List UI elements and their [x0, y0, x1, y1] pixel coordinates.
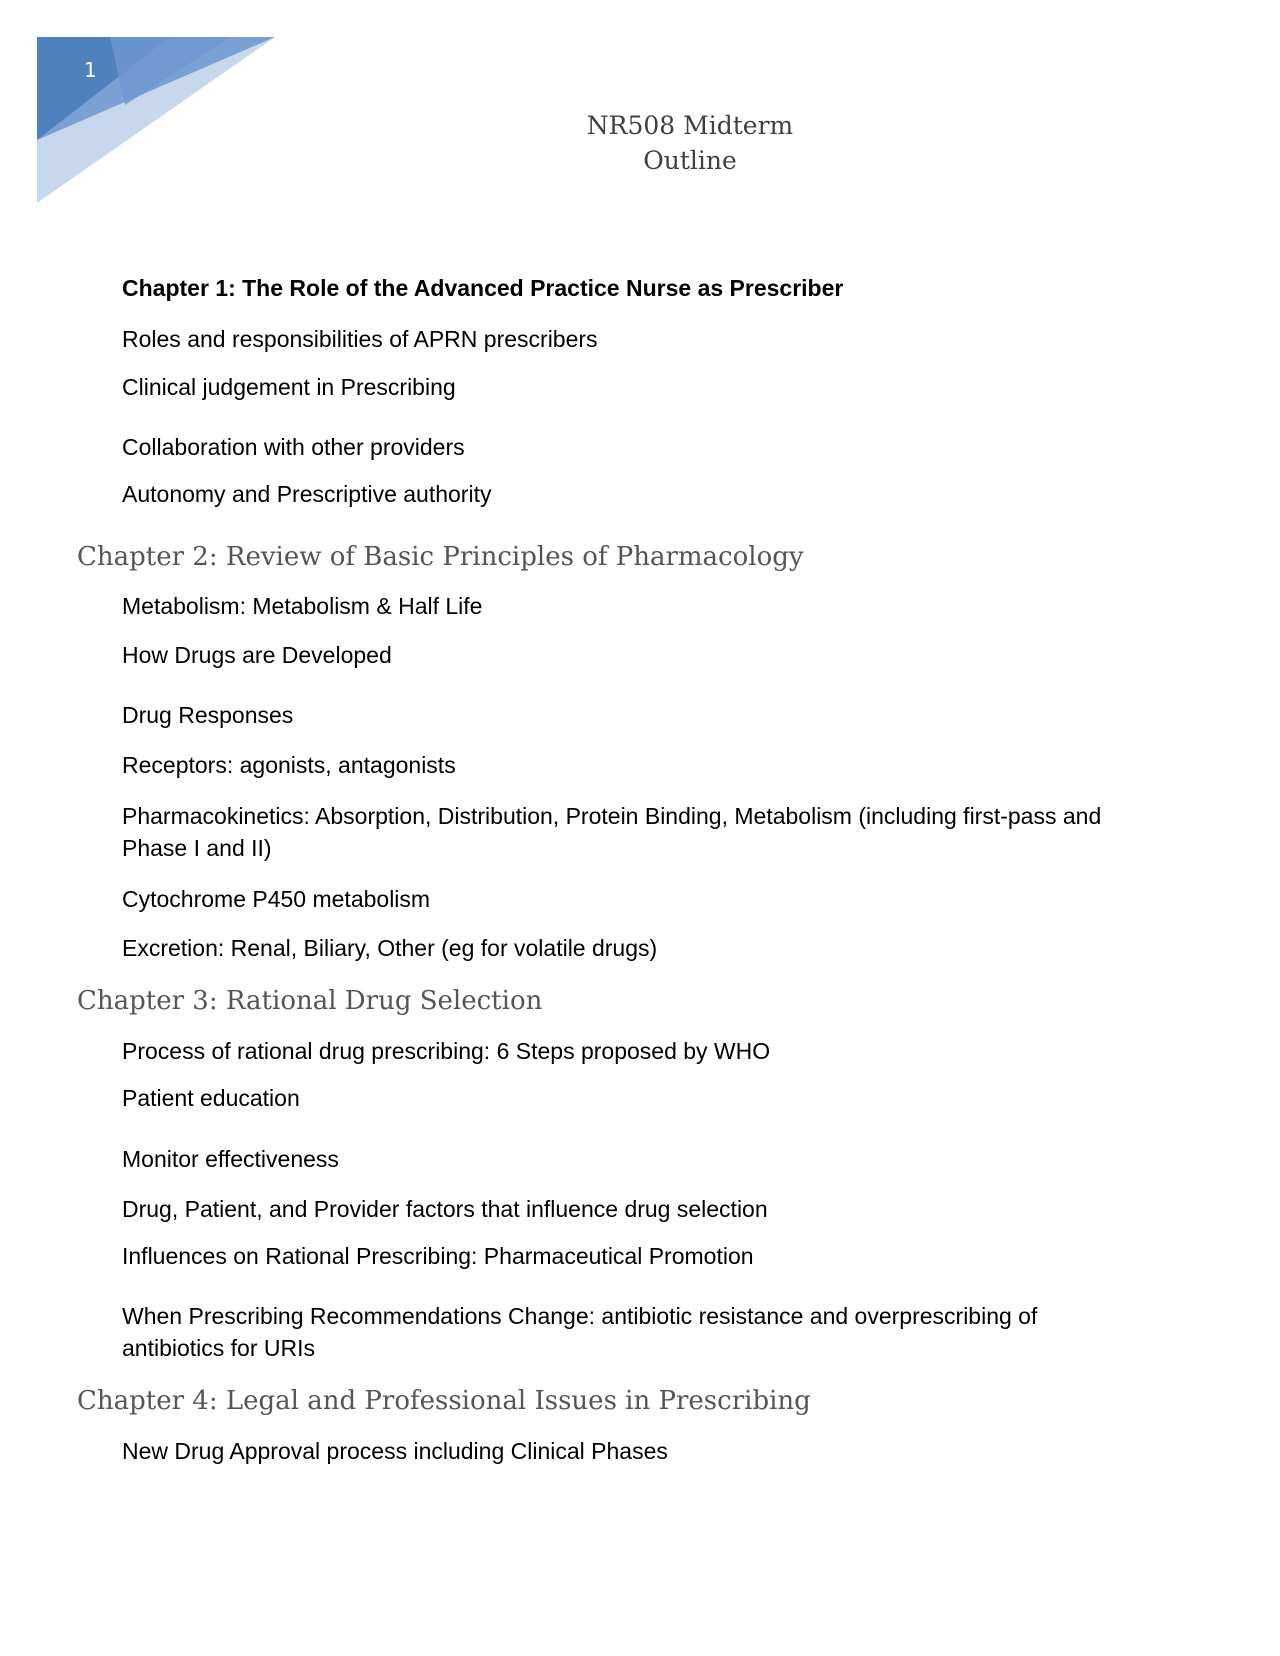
- list-item: Clinical judgement in Prescribing: [122, 374, 456, 400]
- page-title-line1: NR508 Midterm: [586, 111, 794, 140]
- list-item: Process of rational drug prescribing: 6 Steps proposed by WHO: [122, 1038, 771, 1064]
- list-item: Patient education: [122, 1085, 300, 1111]
- list-item: Collaboration with other providers: [122, 434, 465, 460]
- page-title-line2: Outline: [643, 146, 737, 175]
- list-item: Receptors: agonists, antagonists: [122, 752, 456, 778]
- list-item: Cytochrome P450 metabolism: [122, 886, 431, 912]
- list-item: Pharmacokinetics: Absorption, Distribution, Protein Binding, Metabolism (including first-pass and Phase I and II): [122, 803, 1102, 861]
- list-item: How Drugs are Developed: [122, 642, 392, 668]
- chapter-1-heading: Chapter 1: The Role of the Advanced Practice Nurse as Prescriber: [122, 275, 844, 301]
- list-item: Metabolism: Metabolism & Half Life: [122, 593, 483, 619]
- list-item: Drug Responses: [122, 702, 294, 728]
- corner-decoration: [0, 0, 300, 220]
- chapter-4-heading: Chapter 4: Legal and Professional Issues in Prescribing: [77, 1386, 811, 1416]
- list-item: Monitor effectiveness: [122, 1146, 339, 1172]
- list-item: Autonomy and Prescriptive authority: [122, 481, 492, 507]
- list-item: When Prescribing Recommendations Change: antibiotic resistance and overprescribing of antibiotics for URIs: [122, 1303, 1038, 1361]
- list-item: Excretion: Renal, Biliary, Other (eg for volatile drugs): [122, 935, 658, 961]
- page-number: 1: [84, 58, 97, 82]
- chapter-3-heading: Chapter 3: Rational Drug Selection: [77, 986, 543, 1016]
- list-item: Drug, Patient, and Provider factors that influence drug selection: [122, 1196, 768, 1222]
- list-item: Roles and responsibilities of APRN prescribers: [122, 326, 598, 352]
- list-item: New Drug Approval process including Clinical Phases: [122, 1438, 668, 1464]
- list-item: Influences on Rational Prescribing: Pharmaceutical Promotion: [122, 1243, 754, 1269]
- page-title: [530, 108, 850, 178]
- chapter-2-heading: Chapter 2: Review of Basic Principles of Pharmacology: [77, 542, 804, 572]
